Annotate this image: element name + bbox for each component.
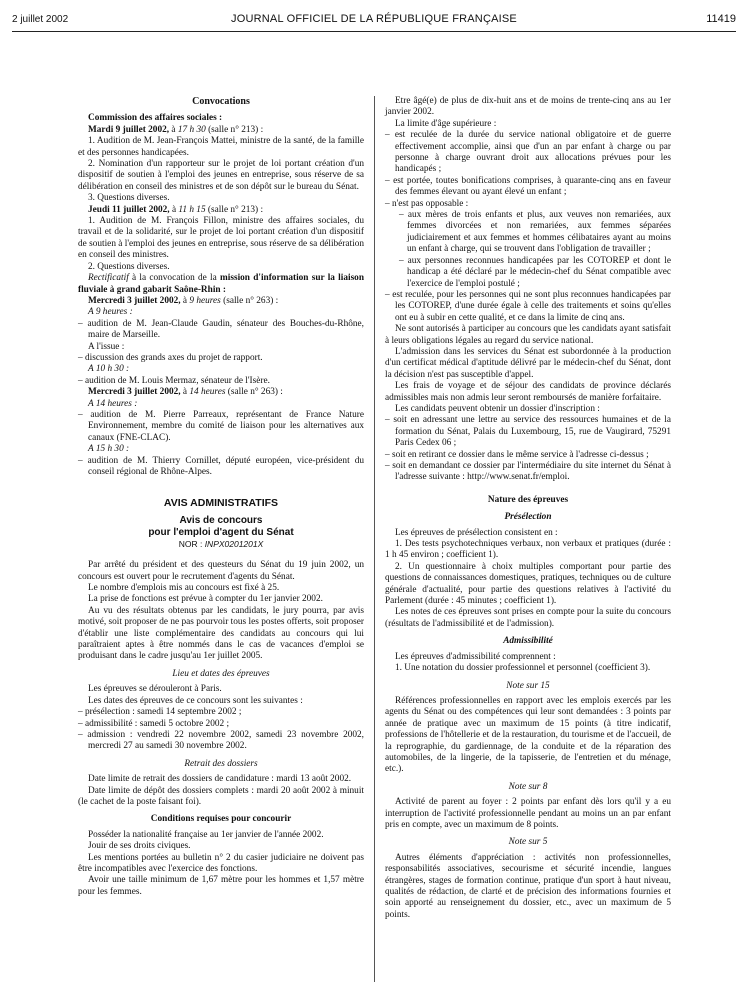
paragraph: 1. Audition de M. Jean-François Mattei, ministre de la santé, de la famille et des personnes handicapées. xyxy=(78,136,364,158)
list-item: – audition de M. Thierry Cornillet, député européen, vice-président du conseil régional de Rhône-Alpes. xyxy=(78,455,364,477)
list-item: – admissibilité : samedi 5 octobre 2002 ; xyxy=(78,718,230,729)
admissibilite-title: Admissibilité xyxy=(503,636,553,647)
list-item: – soit en demandant ce dossier par l'intermédiaire du site internet du Sénat à l'adresse suivante : http://www.senat.fr/emploi. xyxy=(385,461,671,483)
mardi-9-line: Mardi 9 juillet 2002, à 17 h 30 (salle n° 213) : xyxy=(88,124,264,135)
paragraph: Les mentions portées au bulletin n° 2 du casier judiciaire ne doivent pas être incompatibles avec l'exercice des fonctions. xyxy=(78,852,364,874)
paragraph: Avoir une taille minimum de 1,67 mètre pour les hommes et 1,57 mètre pour les femmes. xyxy=(78,875,364,897)
paragraph: Les épreuves d'admissibilité comprennent : xyxy=(395,651,556,662)
paragraph: Posséder la nationalité française au 1er janvier de l'année 2002. xyxy=(88,829,324,840)
list-item: – soit en adressant une lettre au service des ressources humaines et de la formation du Sénat, Palais du Luxembourg, 15, rue de Vaugirard, 75291 Paris Cedex 06 ; xyxy=(385,415,671,449)
paragraph: Date limite de dépôt des dossiers complets : mardi 20 août 2002 à minuit (le cachet de la poste faisant foi). xyxy=(78,785,364,807)
page-number: 11419 xyxy=(706,13,736,25)
paragraph: A 15 h 30 : xyxy=(88,444,130,455)
header-date: 2 juillet 2002 xyxy=(12,14,69,25)
paragraph: Ne sont autorisés à participer au concours que les candidats ayant satisfait à leurs obligations légales au regard du service national. xyxy=(385,324,671,346)
paragraph: Les dates des épreuves de ce concours sont les suivantes : xyxy=(88,695,303,706)
lieu-title: Lieu et dates des épreuves xyxy=(172,668,270,679)
retrait-title: Retrait des dossiers xyxy=(184,758,258,769)
paragraph: 2. Un questionnaire à choix multiples comportant pour partie des questions de connaissances domestiques, pratiques, techniques ou de culture générale d'actualité, pour partie des questions relatives à l'activité du Parlement (durée : 45 minutes ; coefficient 1). xyxy=(385,561,671,607)
list-item: – n'est pas opposable : xyxy=(385,198,469,209)
note-8-title: Note sur 8 xyxy=(508,781,548,792)
paragraph: Date limite de retrait des dossiers de candidature : mardi 13 août 2002. xyxy=(88,774,352,785)
paragraph: A 14 heures : xyxy=(88,398,138,409)
commission-title: Commission des affaires sociales : xyxy=(88,113,223,124)
jeudi-11-line: Jeudi 11 juillet 2002, à 11 h 15 (salle n° 213) : xyxy=(88,204,264,215)
paragraph: Activité de parent au foyer : 2 points par enfant dès lors qu'il y a eu interruption de l'activité professionnelle pendant au moins un an par enfant pris en compte, avec un maximum de 8 points. xyxy=(385,797,671,830)
paragraph: A l'issue : xyxy=(88,341,125,352)
paragraph: Les candidats peuvent obtenir un dossier d'inscription : xyxy=(395,403,600,414)
header-rule xyxy=(12,31,736,32)
paragraph: Les épreuves de présélection consistent en : xyxy=(395,527,558,538)
paragraph: Etre âgé(e) de plus de dix-huit ans et de moins de trente-cinq ans au 1er janvier 2002. xyxy=(385,96,671,118)
list-item: – discussion des grands axes du projet de rapport. xyxy=(78,352,263,363)
list-item: – présélection : samedi 14 septembre 2002 ; xyxy=(78,707,242,718)
paragraph: Autres éléments d'appréciation : activités non professionnelles, responsabilités associatives, secourisme et sécurité incendie, langues étrangères, stages de formation continue, pratique d'un sport à haut niveau, qualités de rédaction, de clarté et de précision des informations fournies et soin apporté au renseignement du dossier, etc., avec un maximum de 5 points. xyxy=(385,852,671,920)
paragraph: Références professionnelles en rapport avec les emplois exercés par les agents du Sénat ou des compétences qui leur sont demandées : 3 points par année de pratique avec un maximum de 15 points (à titre indicatif, professions de l'hôtellerie et de la restauration, du tourisme et de l'accueil, de la reprographie, du gardiennage, de la conduite et de la réparation des automobiles, de la lingerie, de la tapisserie, de l'entretien et du ménage, etc.). xyxy=(385,695,671,775)
list-item: – admission : vendredi 22 novembre 2002, samedi 23 novembre 2002, mercredi 27 au samedi 30 novembre 2002. xyxy=(78,729,364,752)
paragraph: La prise de fonctions est prévue à compter du 1er janvier 2002. xyxy=(88,594,323,605)
journal-title: JOURNAL OFFICIEL DE LA RÉPUBLIQUE FRANÇAISE xyxy=(231,13,517,25)
paragraph: L'admission dans les services du Sénat est subordonnée à la production d'un certificat médical d'aptitude délivré par le médecin-chef du Sénat, dont la décision n'est pas susceptible d'appel. xyxy=(385,346,671,380)
concours-title-2: pour l'emploi d'agent du Sénat xyxy=(148,526,294,538)
note-15-title: Note sur 15 xyxy=(506,680,550,691)
nor-reference: NOR : INPX0201201X xyxy=(178,538,264,549)
list-item: – est portée, toutes bonifications comprises, à quarante-cinq ans en faveur des femmes élevant ou ayant élevé un enfant ; xyxy=(385,175,671,198)
paragraph: 2. Questions diverses. xyxy=(88,261,170,272)
list-item: – aux mères de trois enfants et plus, aux veuves non remariées, aux femmes divorcées et non remariées, aux femmes séparées judiciairement et aux femmes et hommes célibataires ayant au moins un enfant à charge, qui se trouvent dans l'obligation de travailler ; xyxy=(399,210,671,255)
rectificatif-line: Rectificatif à la convocation de la mission d'information sur la liaison fluviale à grand gabarit Saône-Rhin : xyxy=(78,273,365,295)
mercredi-morning-line: Mercredi 3 juillet 2002, à 9 heures (salle n° 263) : xyxy=(88,295,279,306)
note-5-title: Note sur 5 xyxy=(508,837,548,848)
paragraph: Les frais de voyage et de séjour des candidats de province déclarés admissibles mais non admis leur seront remboursés de manière forfaitaire. xyxy=(385,381,671,403)
convocations-title: Convocations xyxy=(192,96,250,107)
list-item: – audition de M. Louis Mermaz, sénateur de l'Isère. xyxy=(78,375,270,386)
avis-title: AVIS ADMINISTRATIFS xyxy=(163,497,279,510)
paragraph: A 9 heures : xyxy=(88,307,133,318)
paragraph: Les notes de ces épreuves sont prises en compte pour la suite du concours (résultats de l'admissibilité et de l'admission). xyxy=(385,607,671,629)
page-header xyxy=(12,12,736,28)
nature-title: Nature des épreuves xyxy=(487,494,569,505)
list-item: – est reculée, pour les personnes qui ne sont plus reconnues handicapées par les COTOREP, d'une durée égale à celle des traitements et soins qu'elles ont eu à subir en cette qualité, et ce dans la limite de cinq ans. xyxy=(385,289,671,323)
column-separator xyxy=(374,96,375,982)
paragraph: 2. Nomination d'un rapporteur sur le projet de loi portant création d'un dispositif de soutien à l'emploi des jeunes en entreprise, sous réserve de sa délibération en conseil des ministres et de son dépôt sur le bureau du Sénat. xyxy=(78,159,364,192)
conditions-title: Conditions requises pour concourir xyxy=(150,814,292,825)
mercredi-afternoon-line: Mercredi 3 juillet 2002, à 14 heures (salle n° 263) : xyxy=(88,387,283,398)
paragraph: 1. Audition de M. François Fillon, ministre des affaires sociales, du travail et de la solidarité, sur le projet de loi portant création d'un dispositif de soutien à l'emploi des jeunes en entreprise, sous réserve de sa délibération en conseil des ministres. xyxy=(78,216,364,261)
paragraph: A 10 h 30 : xyxy=(88,364,130,375)
right-column xyxy=(385,96,671,921)
left-column xyxy=(78,96,364,898)
concours-title-1: Avis de concours xyxy=(179,514,263,526)
paragraph: Le nombre d'emplois mis au concours est fixé à 25. xyxy=(88,583,280,594)
list-item: – audition de M. Jean-Claude Gaudin, sénateur des Bouches-du-Rhône, maire de Marseille. xyxy=(78,318,364,341)
paragraph: Au vu des résultats obtenus par les candidats, le jury pourra, par avis motivé, soit proposer de ne pas pourvoir tous les postes offerts, soit proposer d'établir une liste complémentaire des candidats au concours qui lui paraîtraient aptes à être nommés dans le cas de vacances d'emploi se produisant dans le cadre jusqu'au 1er juillet 2005. xyxy=(78,605,364,662)
paragraph: Les épreuves se dérouleront à Paris. xyxy=(88,684,222,695)
list-item: – est reculée de la durée du service national obligatoire et de guerre effectivement accomplie, ainsi que d'un an par enfant à charge ou par personne à charge ouvrant droit aux allocations prévues pour les handicapés ; xyxy=(385,130,671,175)
list-item: – aux personnes reconnues handicapées par les COTOREP et dont le handicap a été déclaré par le médecin-chef du Sénat compatible avec l'exercice de l'emploi postulé ; xyxy=(399,255,671,289)
list-item: – soit en retirant ce dossier dans le même service à l'adresse ci-dessus ; xyxy=(385,449,649,460)
paragraph: 1. Une notation du dossier professionnel et personnel (coefficient 3). xyxy=(395,663,651,674)
list-item: – audition de M. Pierre Parreaux, représentant de France Nature Environnement, membre du comité de liaison pour les alternatives aux canaux (FNE-CLAC). xyxy=(78,409,364,443)
paragraph: 1. Des tests psychotechniques verbaux, non verbaux et pratiques (durée : 1 h 45 environ ; coefficient 1). xyxy=(385,539,671,561)
paragraph: Par arrêté du président et des questeurs du Sénat du 19 juin 2002, un concours est ouvert pour le recrutement d'agents du Sénat. xyxy=(78,560,364,582)
paragraph: 3. Questions diverses. xyxy=(88,193,170,204)
paragraph: Jouir de ses droits civiques. xyxy=(88,841,191,852)
paragraph: La limite d'âge supérieure : xyxy=(395,118,497,129)
preselection-title: Présélection xyxy=(504,512,552,523)
